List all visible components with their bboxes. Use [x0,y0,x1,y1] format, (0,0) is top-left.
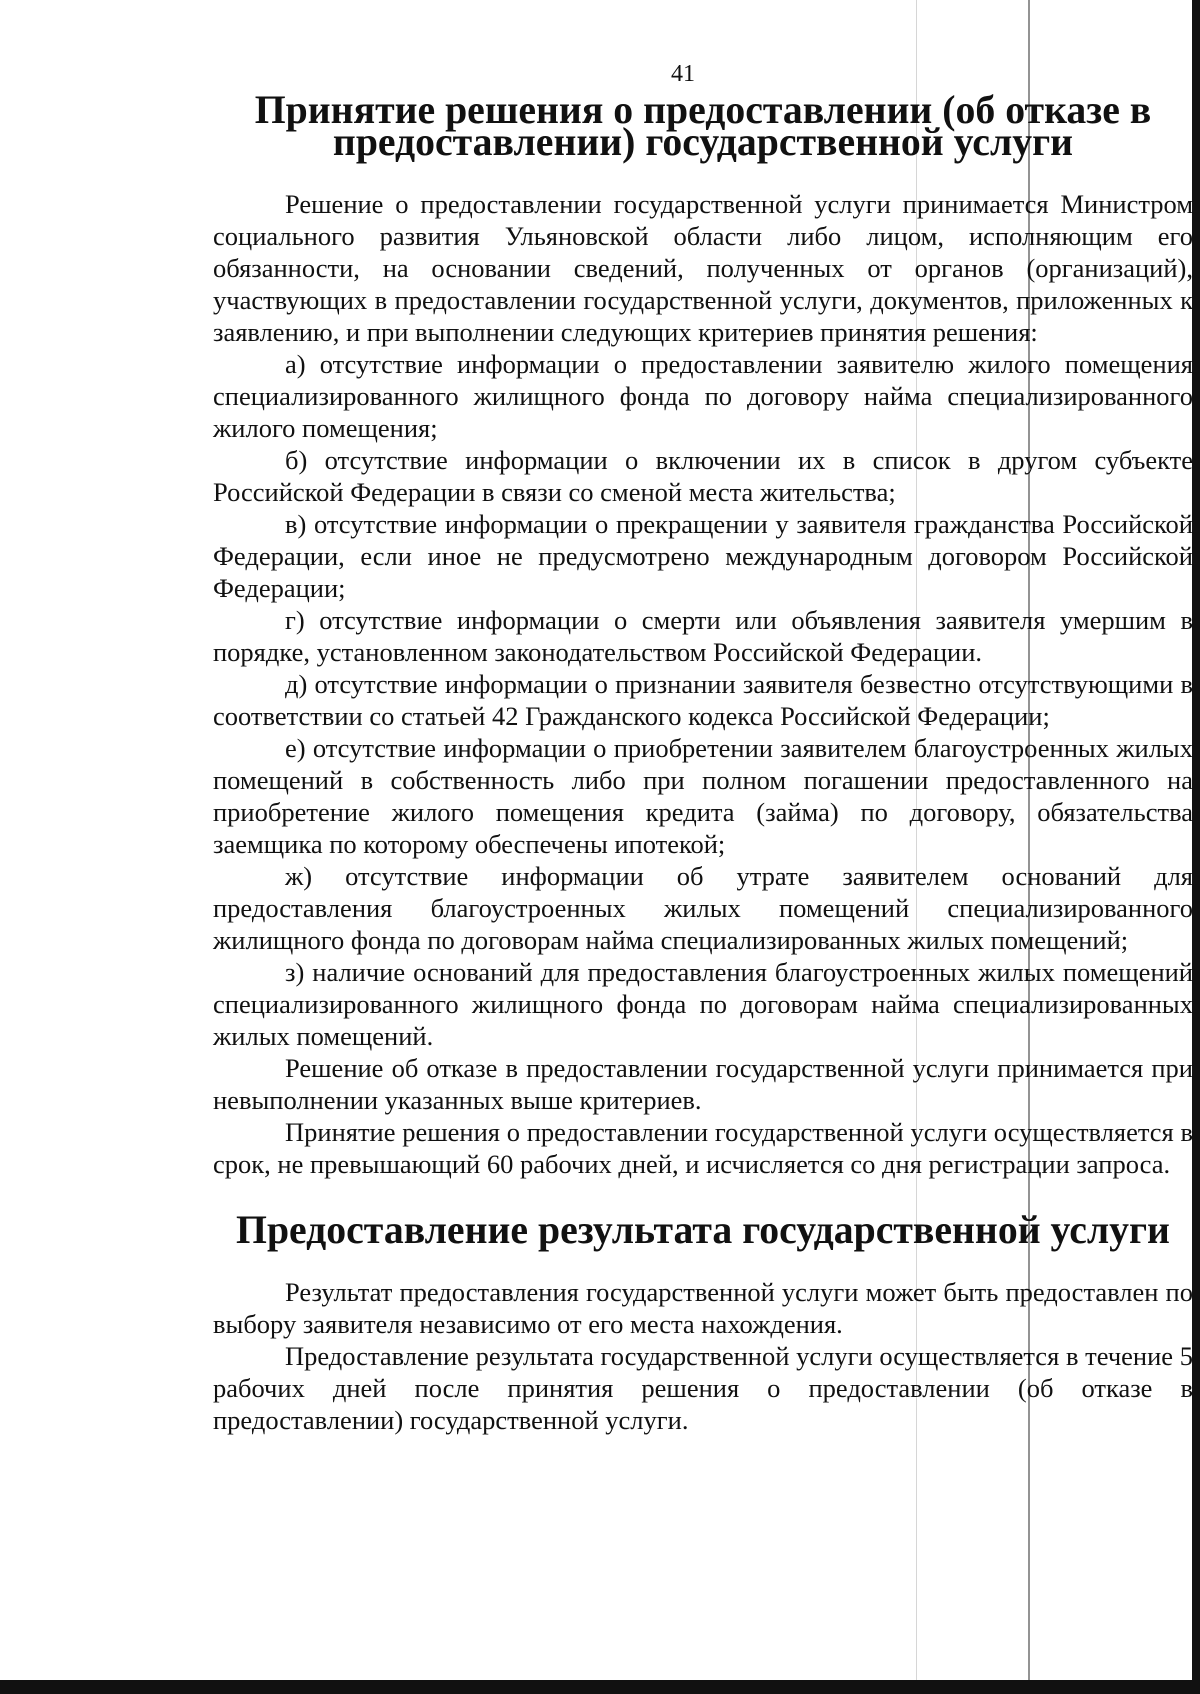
paragraph: Результат предоставления государственной услуги может быть предоставлен по выбору заявителя независимо от его места нахождения. [213,1277,1193,1339]
section-heading-decision: Принятие решения о предоставлении (об отказе в предоставлении) государственной услуги [254,88,1152,164]
section-heading-result: Предоставление результата государственной услуги [236,1208,1170,1252]
paragraph: Решение об отказе в предоставлении государственной услуги принимается при невыполнении указанных выше критериев. [213,1053,1193,1115]
scan-border-bottom [0,1680,1200,1694]
document-body [213,58,1193,1436]
paragraph: Принятие решения о предоставлении государственной услуги осуществляется в срок, не превышающий 60 рабочих дней, и исчисляется со дня регистрации запроса. [213,1117,1193,1179]
paragraph: г) отсутствие информации о смерти или объявления заявителя умершим в порядке, установленном законодательством Российской Федерации. [213,605,1193,667]
paragraph: Предоставление результата государственной услуги осуществляется в течение 5 рабочих дней после принятия решения о предоставлении (об отказе в предоставлении) государственной услуги. [213,1341,1193,1435]
page-number: 41 [671,61,695,87]
paragraph: д) отсутствие информации о признании заявителя безвестно отсутствующими в соответствии со статьей 42 Гражданского кодекса Российской Федерации; [213,669,1193,731]
section-decision-body [213,188,1193,1180]
scan-border-right [1192,0,1200,1694]
section-result-body [213,1276,1193,1436]
paragraph: ж) отсутствие информации об утрате заявителем оснований для предоставления благоустроенных жилых помещений специализированного жилищного фонда по договорам найма специализированных жилых помещений; [213,861,1193,955]
paragraph: в) отсутствие информации о прекращении у заявителя гражданства Российской Федерации, если иное не предусмотрено международным договором Российской Федерации; [213,509,1193,603]
paragraph: е) отсутствие информации о приобретении заявителем благоустроенных жилых помещений в собственность либо при полном погашении предоставленного на приобретение жилого помещения кредита (займа) по договору, обязательства заемщика по которому обеспечены ипотекой; [213,733,1193,859]
paragraph: з) наличие оснований для предоставления благоустроенных жилых помещений специализированного жилищного фонда по договорам найма специализированных жилых помещений. [213,957,1193,1051]
paragraph: б) отсутствие информации о включении их в список в другом субъекте Российской Федерации в связи со сменой места жительства; [213,445,1193,507]
paragraph: а) отсутствие информации о предоставлении заявителю жилого помещения специализированного жилищного фонда по договору найма специализированного жилого помещения; [213,349,1193,443]
paragraph: Решение о предоставлении государственной услуги принимается Министром социального развития Ульяновской области либо лицом, исполняющим его обязанности, на основании сведений, полученных от органов (организаций), участвующих в предоставлении государственной услуги, документов, приложенных к заявлению, и при выполнении следующих критериев принятия решения: [213,189,1193,347]
